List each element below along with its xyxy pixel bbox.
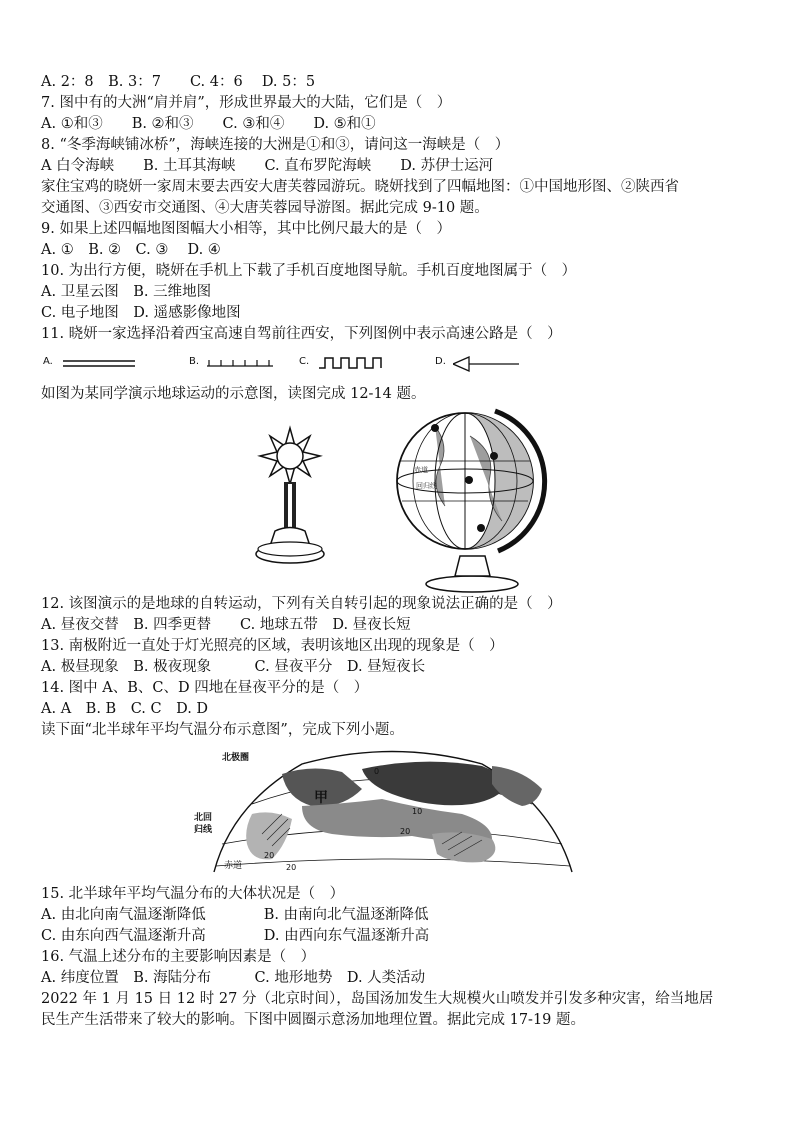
question-13: 13. 南极附近一直处于灯光照亮的区域，表明该地区出现的现象是（ ） — [41, 638, 504, 654]
intro-9-10-line-2: 交通图、③西安市交通图、④大唐芙蓉园导游图。据此完成 9-10 题。 — [41, 200, 489, 216]
temperature-map — [192, 744, 592, 874]
question-14: 14. 图中 A、B、C、D 四地在昼夜平分的是（ ） — [41, 680, 369, 696]
question-10-options-b: C. 电子地图 D. 遥感影像地图 — [41, 305, 241, 321]
road-legend-options — [41, 352, 601, 376]
question-15: 15. 北半球年平均气温分布的大体状况是（ ） — [41, 886, 345, 902]
intro-12-14: 如图为某同学演示地球运动的示意图，读图完成 12-14 题。 — [41, 386, 426, 402]
arrow-symbol — [453, 352, 553, 376]
intro-15-16: 读下面“北半球年平均气温分布示意图”，完成下列小题。 — [41, 722, 404, 738]
sun-lamp — [256, 428, 324, 563]
map-iso-20b: 20 — [264, 851, 275, 860]
earth-rotation-figure — [240, 406, 560, 596]
question-11: 11. 晓妍一家选择沿着西宝高速自驾前往西安，下列图例中表示高速公路是（ ） — [41, 326, 562, 342]
question-13-options: A. 极昼现象 B. 极夜现象 C. 昼夜平分 D. 昼短夜长 — [41, 659, 426, 675]
intro-17-19-line-1: 2022 年 1 月 15 日 12 时 27 分（北京时间），岛国汤加发生大规模火山喷发并引发多种灾害，给当地居 — [41, 991, 714, 1007]
globe-label-tropic: 回归线 — [416, 482, 437, 490]
double-line-symbol — [63, 352, 153, 376]
map-label-arctic: 北极圈 — [222, 753, 250, 763]
map-iso-20a: 20 — [400, 827, 411, 836]
wall-symbol — [319, 352, 409, 376]
intro-9-10-line-1: 家住宝鸡的晓妍一家周末要去西安大唐芙蓉园游玩。晓妍找到了四幅地图：①中国地形图、②陕西省 — [41, 179, 679, 195]
map-label-jia: 甲 — [314, 790, 328, 806]
question-12: 12. 该图演示的是地球的自转运动，下列有关自转引起的现象说法正确的是（ ） — [41, 596, 562, 612]
question-15-options-ab: A. 由北向南气温逐渐降低 B. 由南向北气温逐渐降低 — [41, 907, 429, 923]
map-label-equator: 赤道 — [224, 861, 243, 871]
legend-label-d: D. — [435, 356, 446, 367]
map-iso-10: 10 — [412, 807, 423, 816]
map-iso-0: 0 — [374, 767, 380, 776]
map-label-tropic-2: 归线 — [194, 825, 213, 835]
question-10-options-a: A. 卫星云图 B. 三维地图 — [41, 284, 212, 300]
question-10: 10. 为出行方便，晓妍在手机上下载了手机百度地图导航。手机百度地图属于（ ） — [41, 263, 577, 279]
intro-17-19-line-2: 民生产生活带来了较大的影响。下图中圆圈示意汤加地理位置。据此完成 17-19 题。 — [41, 1012, 586, 1028]
question-12-options: A. 昼夜交替 B. 四季更替 C. 地球五带 D. 昼夜长短 — [41, 617, 411, 633]
question-7-options: A. ①和③ B. ②和③ C. ③和④ D. ⑤和① — [41, 116, 376, 132]
question-7: 7. 图中有的大洲“肩并肩”，形成世界最大的大陆，它们是（ ） — [41, 95, 452, 111]
question-14-options: A. A B. B C. C D. D — [41, 701, 209, 717]
legend-label-b: B. — [189, 356, 200, 367]
question-15-options-cd: C. 由东向西气温逐渐升高 D. 由西向东气温逐渐升高 — [41, 928, 430, 944]
globe-label-equator: 赤道 — [414, 466, 428, 474]
railway-symbol — [207, 352, 287, 376]
question-16: 16. 气温上述分布的主要影响因素是（ ） — [41, 949, 316, 965]
question-8: 8. “冬季海峡铺冰桥”，海峡连接的大洲是①和③，请问这一海峡是（ ） — [41, 137, 510, 153]
question-9: 9. 如果上述四幅地图图幅大小相等，其中比例尺最大的是（ ） — [41, 221, 451, 237]
map-iso-20c: 20 — [286, 863, 297, 872]
text-line-1: A. 2：8 B. 3：7 C. 4：6 D. 5：5 — [41, 74, 316, 90]
legend-label-a: A. — [43, 356, 53, 367]
map-label-tropic-1: 北回 — [194, 813, 213, 823]
legend-label-c: C. — [299, 356, 310, 367]
question-8-options: A 白令海峡 B. 土耳其海峡 C. 直布罗陀海峡 D. 苏伊士运河 — [41, 158, 494, 174]
question-9-options: A. ① B. ② C. ③ D. ④ — [41, 242, 221, 258]
question-16-options: A. 纬度位置 B. 海陆分布 C. 地形地势 D. 人类活动 — [41, 970, 426, 986]
globe — [397, 411, 545, 592]
